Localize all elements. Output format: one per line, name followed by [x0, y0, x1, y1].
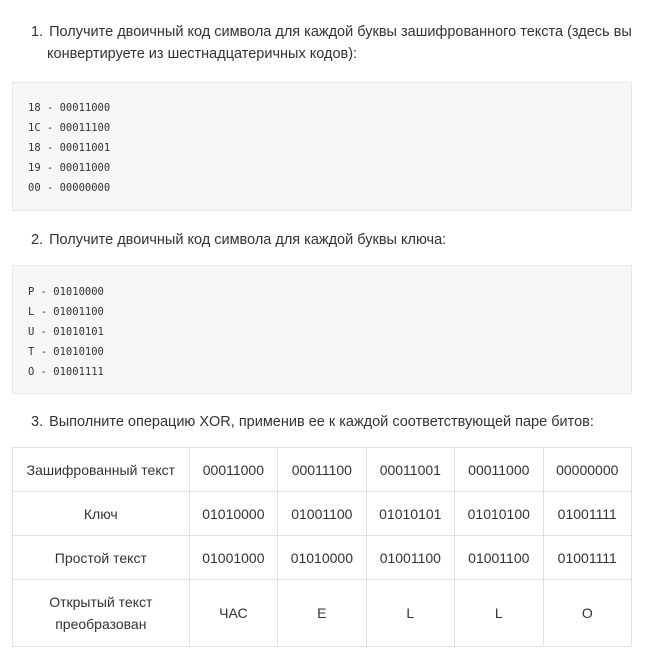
table-cell: 00011001	[366, 448, 454, 492]
row-label: Ключ	[13, 492, 190, 536]
table-cell: 01010101	[366, 492, 454, 536]
table-row-plaintext	[13, 536, 632, 580]
table-cell: ЧАС	[189, 580, 277, 647]
code-line: 1C - 00011100	[28, 122, 111, 134]
step-3-instruction	[31, 411, 594, 433]
code-line: 18 - 00011000	[28, 102, 111, 114]
row-label: Простой текст	[13, 536, 190, 580]
code-line: T - 01010100	[28, 346, 104, 358]
row-label: Зашифрованный текст	[13, 448, 190, 492]
table-cell: 00000000	[543, 448, 631, 492]
step-2-text: Получите двоичный код символа для каждой буквы ключа:	[49, 232, 447, 248]
table-cell: 00011000	[455, 448, 543, 492]
table-cell: 01001100	[455, 536, 543, 580]
table-cell: 01010100	[455, 492, 543, 536]
table-cell: 01001111	[543, 536, 631, 580]
code-line: U - 01010101	[28, 326, 104, 338]
row-label-text: Открытый текст преобразован	[49, 594, 153, 632]
key-code-block	[12, 265, 632, 394]
table-row-ciphertext	[13, 448, 632, 492]
table-cell: 01010000	[189, 492, 277, 536]
code-line: O - 01001111	[28, 366, 104, 378]
step-3-text: Выполните операцию XOR, применив ее к каждой соответствующей паре битов:	[49, 414, 594, 430]
code-line: P - 01010000	[28, 286, 104, 298]
xor-table	[12, 447, 632, 647]
code-line: L - 01001100	[28, 306, 104, 318]
table-cell: 00011000	[189, 448, 277, 492]
code-line: 00 - 00000000	[28, 182, 111, 194]
table-cell: 01001100	[278, 492, 366, 536]
step-1-instruction	[31, 21, 636, 65]
table-row-key	[13, 492, 632, 536]
table-cell: 01001111	[543, 492, 631, 536]
table-cell: L	[366, 580, 454, 647]
row-label	[13, 580, 190, 647]
table-cell: L	[455, 580, 543, 647]
table-cell: 00011100	[278, 448, 366, 492]
code-line: 19 - 00011000	[28, 162, 111, 174]
step-3-number: 3.	[31, 414, 44, 430]
step-2-number: 2.	[31, 232, 44, 248]
ciphertext-code-block	[12, 82, 632, 211]
step-1-text-line2: конвертируете из шестнадцатеричных кодов):	[47, 46, 358, 62]
table-row-converted	[13, 580, 632, 647]
table-cell: 01001000	[189, 536, 277, 580]
step-1-text-line1: Получите двоичный код символа для каждой буквы зашифрованного текста (здесь вы	[49, 24, 632, 40]
step-2-instruction	[31, 229, 446, 251]
table-cell: E	[278, 580, 366, 647]
step-1-number: 1.	[31, 24, 44, 40]
table-cell: O	[543, 580, 631, 647]
code-line: 18 - 00011001	[28, 142, 111, 154]
table-cell: 01010000	[278, 536, 366, 580]
table-cell: 01001100	[366, 536, 454, 580]
